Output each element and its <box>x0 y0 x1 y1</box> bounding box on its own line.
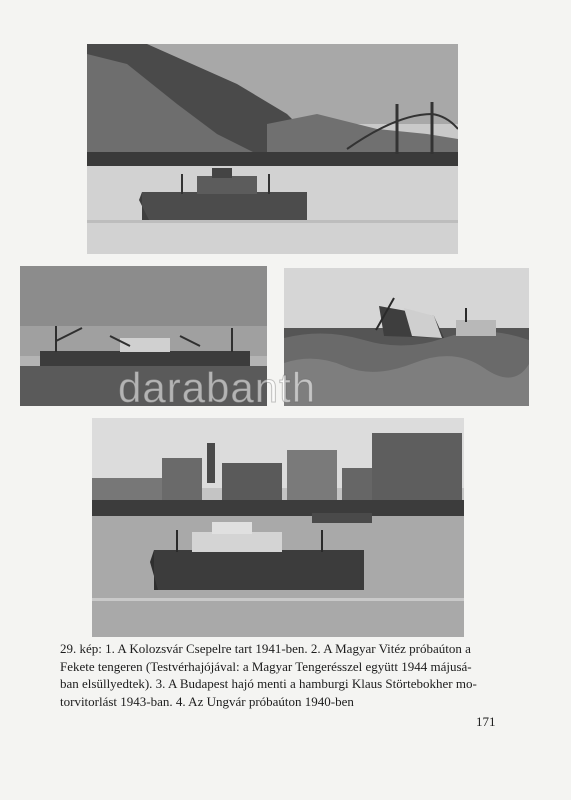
caption-line: Fekete tengeren (Testvérhajójával: a Magyar Tengerésszel együtt 1944 májusá- <box>60 658 472 674</box>
photo-ungvar-ship <box>92 418 464 637</box>
photo-magyar-vitez-ship <box>20 266 267 406</box>
page-number: 171 <box>476 714 496 729</box>
caption-line: torvitorlást 1943-ban. 4. Az Ungvár próbaúton 1940-ben <box>60 693 354 709</box>
caption-line: ban elsüllyedtek). 3. A Budapest hajó menti a hamburgi Klaus Störtebokher mo- <box>60 676 477 691</box>
figure-caption <box>60 640 497 710</box>
photo-kolozsvar-ship <box>87 44 458 254</box>
photo-budapest-rescue <box>284 268 529 406</box>
caption-line: 29. kép: 1. A Kolozsvár Csepelre tart 1941-ben. 2. A Magyar Vitéz próbaúton a <box>60 641 471 656</box>
watermark: darabanth <box>118 364 317 411</box>
